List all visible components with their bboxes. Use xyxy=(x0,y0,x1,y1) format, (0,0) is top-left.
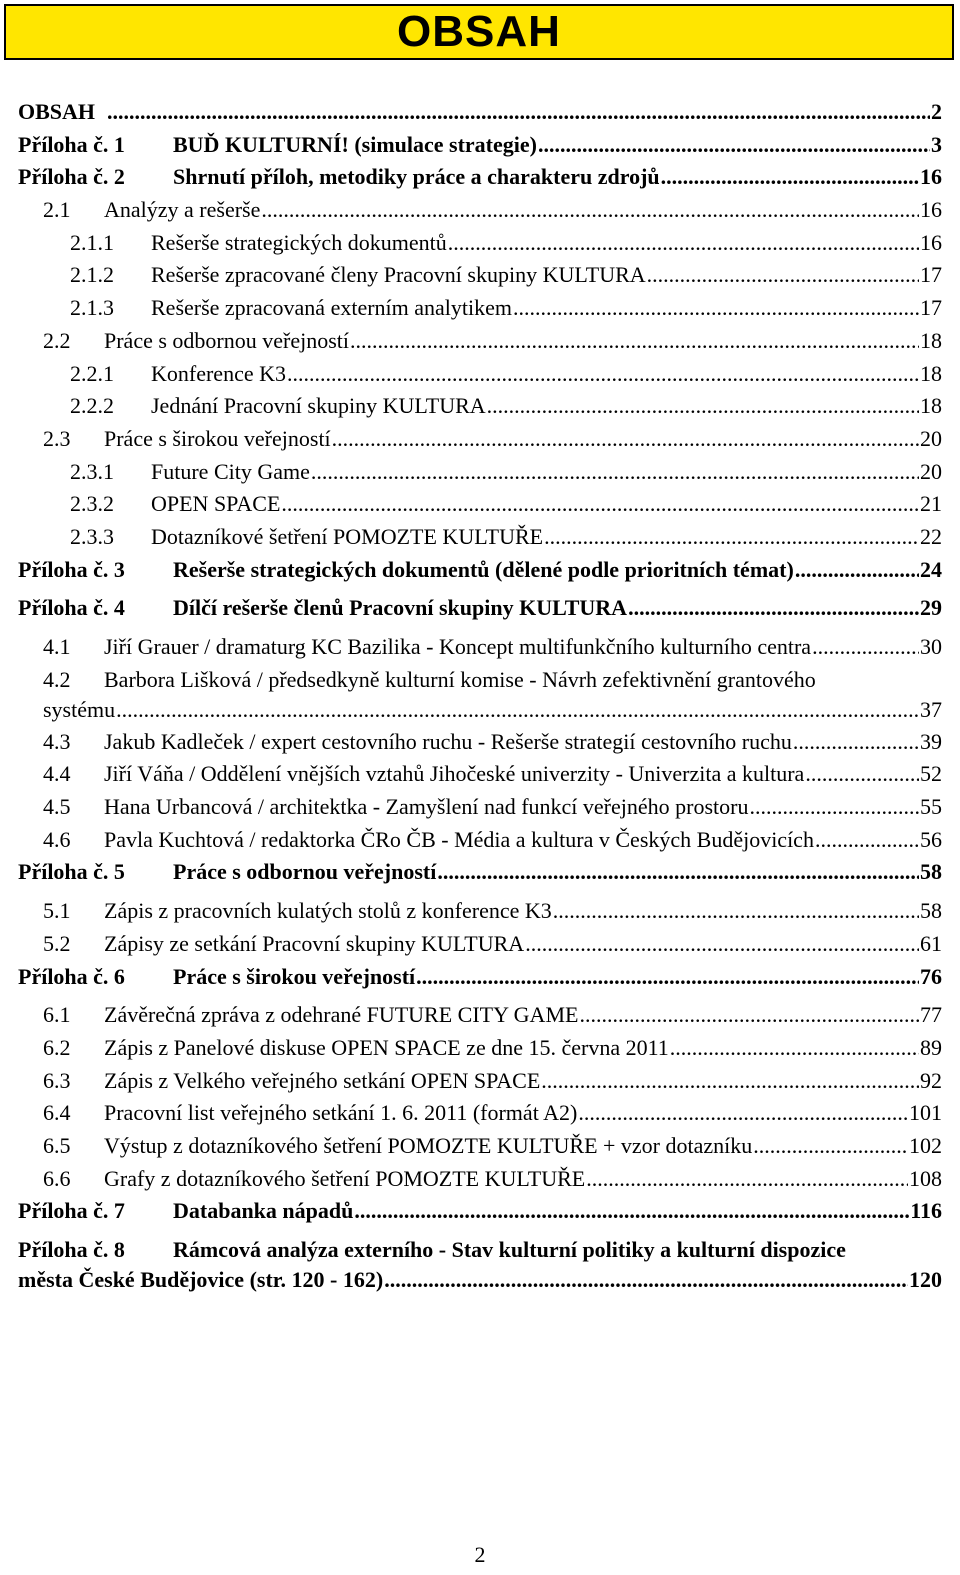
toc-entry-title: Future City Game xyxy=(151,458,310,484)
toc-entry-title: Pavla Kuchtová / redaktorka ČRo ČB - Média a kultura v Českých Budějovicích xyxy=(104,826,814,852)
dot-leader xyxy=(795,554,919,586)
toc-entry-title: Práce s širokou veřejností xyxy=(173,963,416,989)
toc-entry[interactable] xyxy=(18,1195,942,1228)
dot-leader xyxy=(812,631,919,663)
toc-entry-title: Jakub Kadleček / expert cestovního ruchu - Rešerše strategií cestovního ruchu xyxy=(104,728,792,754)
toc-entry-page: 18 xyxy=(920,327,942,353)
toc-entry-number: 6.1 xyxy=(43,1002,71,1028)
toc-entry-number: Příloha č. 2 xyxy=(18,164,125,190)
dot-leader xyxy=(544,521,919,553)
dot-leader xyxy=(628,592,919,624)
toc-entry-title: Závěrečná zpráva z odehrané FUTURE CITY GAME xyxy=(104,1002,579,1028)
toc-entry-number: 4.5 xyxy=(43,794,71,820)
dot-leader xyxy=(525,928,919,960)
toc-entry-title: Hana Urbancová / architektka - Zamyšlení nad funkcí veřejného prostoru xyxy=(104,794,749,820)
toc-entry[interactable] xyxy=(18,592,942,625)
dot-leader xyxy=(793,726,919,758)
dot-leader xyxy=(513,292,919,324)
toc-entry-number: 6.2 xyxy=(43,1034,71,1060)
toc-entry[interactable] xyxy=(18,423,942,456)
toc-entry-number: 4.6 xyxy=(43,826,71,852)
toc-entry[interactable] xyxy=(18,999,942,1032)
toc-entry[interactable] xyxy=(18,358,942,391)
toc-entry-title: OPEN SPACE xyxy=(151,491,281,517)
dot-leader xyxy=(107,96,930,128)
toc-entry[interactable] xyxy=(18,96,942,129)
toc-entry-number: 2.3.1 xyxy=(70,458,114,484)
toc-entry[interactable] xyxy=(18,390,942,423)
dot-leader xyxy=(354,1195,909,1227)
toc-entry-title: Analýzy a rešerše xyxy=(104,197,261,223)
toc-entry-number: 2.1.1 xyxy=(70,229,114,255)
toc-entry-page: 108 xyxy=(909,1165,942,1191)
toc-entry-title: BUĎ KULTURNÍ! (simulace strategie) xyxy=(173,131,537,157)
toc-entry[interactable] xyxy=(18,259,942,292)
dot-leader xyxy=(350,325,919,357)
toc-entry-title: Databanka nápadů xyxy=(173,1198,354,1224)
toc-entry-page: 101 xyxy=(909,1100,942,1126)
toc-entry[interactable] xyxy=(18,895,942,928)
toc-entry-page: 55 xyxy=(920,794,942,820)
toc-entry-page: 52 xyxy=(920,761,942,787)
toc-entry-number: 2.1.2 xyxy=(70,262,114,288)
toc-entry-page: 17 xyxy=(920,295,942,321)
dot-leader xyxy=(311,456,919,488)
toc-entry-title: Zápis z pracovních kulatých stolů z konference K3 xyxy=(104,898,552,924)
toc-entry-page: 37 xyxy=(920,696,942,722)
toc-entry-title: Práce s odbornou veřejností xyxy=(104,327,349,353)
dot-leader xyxy=(261,194,919,226)
toc-entry-page: 17 xyxy=(920,262,942,288)
toc-entry-number: 6.5 xyxy=(43,1132,71,1158)
toc-entry-title: Zápisy ze setkání Pracovní skupiny KULTURA xyxy=(104,930,525,956)
toc-entry-title: Zápis z Panelové diskuse OPEN SPACE ze dne 15. června 2011 xyxy=(104,1034,669,1060)
dot-leader xyxy=(287,358,919,390)
toc-entry-page: 24 xyxy=(920,556,942,582)
page-header xyxy=(4,4,954,60)
toc-entry-title: Dílčí rešerše členů Pracovní skupiny KULTURA xyxy=(173,595,628,621)
toc-entry-page: 18 xyxy=(920,360,942,386)
toc-entry-number: 6.3 xyxy=(43,1067,71,1093)
page-title: OBSAH xyxy=(397,7,561,56)
toc-entry[interactable] xyxy=(18,856,942,889)
toc-entry-page: 16 xyxy=(920,164,942,190)
toc-entry[interactable] xyxy=(18,194,942,227)
dot-leader xyxy=(116,694,919,726)
dot-leader xyxy=(753,1130,908,1162)
dot-leader xyxy=(578,1097,908,1129)
toc-entry-number: Příloha č. 4 xyxy=(18,595,125,621)
toc-entry-title: Pracovní list veřejného setkání 1. 6. 2011 (formát A2) xyxy=(104,1100,578,1126)
toc-entry-title: Rešerše strategických dokumentů (dělené podle prioritních témat) xyxy=(173,556,794,582)
toc-entry-page: 20 xyxy=(920,458,942,484)
dot-leader xyxy=(448,227,919,259)
toc-entry[interactable] xyxy=(18,791,942,824)
dot-leader xyxy=(541,1065,919,1097)
toc-entry-title: Práce s širokou veřejností xyxy=(104,425,331,451)
toc-entry-number: 2.2 xyxy=(43,327,71,353)
toc-entry-title: Rešerše zpracovaná externím analytikem xyxy=(151,295,513,321)
dot-leader xyxy=(553,895,919,927)
toc-entry-title: Rešerše strategických dokumentů xyxy=(151,229,447,255)
toc-entry-page: 92 xyxy=(920,1067,942,1093)
toc-entry-title: Výstup z dotazníkového šetření POMOZTE KULTUŘE + vzor dotazníku xyxy=(104,1132,753,1158)
toc-entry-title: Práce s odbornou veřejností xyxy=(173,859,437,885)
toc-entry-title: Rešerše zpracované členy Pracovní skupiny KULTURA xyxy=(151,262,646,288)
toc-entry[interactable] xyxy=(18,292,942,325)
toc-entry-page: 58 xyxy=(920,898,942,924)
toc-entry-page: 61 xyxy=(920,930,942,956)
toc-entry-number: Příloha č. 7 xyxy=(18,1198,125,1224)
toc-entry[interactable] xyxy=(18,521,942,554)
toc-entry[interactable] xyxy=(18,1163,942,1196)
toc-entry-number: 4.3 xyxy=(43,728,71,754)
toc-entry-page: 58 xyxy=(920,859,942,885)
dot-leader xyxy=(815,824,919,856)
toc-entry-page: 76 xyxy=(920,963,942,989)
toc-entry-page: 116 xyxy=(910,1198,942,1224)
toc-entry-title: Jiří Grauer / dramaturg KC Bazilika - Koncept multifunkčního kulturního centra xyxy=(104,634,812,659)
toc-entry[interactable] xyxy=(18,664,942,726)
dot-leader xyxy=(332,423,919,455)
table-of-contents xyxy=(18,96,942,1296)
page-number: 2 xyxy=(474,1542,486,1567)
toc-entry-page: 22 xyxy=(920,523,942,549)
toc-entry-page: 20 xyxy=(920,425,942,451)
toc-entry-page: 16 xyxy=(920,229,942,255)
toc-entry[interactable] xyxy=(18,758,942,791)
toc-entry-title: Jiří Váňa / Oddělení vnějších vztahů Jihočeské univerzity - Univerzita a kultura xyxy=(104,761,805,787)
toc-entry-page: 2 xyxy=(931,99,942,124)
toc-entry-title: Dotazníkové šetření POMOZTE KULTUŘE xyxy=(151,523,544,549)
toc-entry-page: 16 xyxy=(920,197,942,223)
toc-entry[interactable] xyxy=(18,456,942,489)
toc-entry-title: Rámcová analýza externího - Stav kulturní politiky a kulturní dispozice xyxy=(173,1237,846,1262)
dot-leader xyxy=(661,161,919,193)
toc-entry[interactable] xyxy=(18,961,942,994)
toc-entry[interactable] xyxy=(18,161,942,194)
toc-entry-page: 56 xyxy=(920,826,942,852)
toc-entry[interactable] xyxy=(18,129,942,162)
toc-entry[interactable] xyxy=(18,631,942,664)
toc-entry-number: 2.3.2 xyxy=(70,491,114,517)
dot-leader xyxy=(749,791,919,823)
toc-entry-title: Jednání Pracovní skupiny KULTURA xyxy=(151,393,486,419)
toc-entry-number: 2.2.1 xyxy=(70,360,114,386)
toc-entry-page: 77 xyxy=(920,1002,942,1028)
toc-entry-number: 4.2 xyxy=(43,666,71,692)
toc-entry-number: 2.3 xyxy=(43,425,71,451)
toc-entry-page: 102 xyxy=(909,1132,942,1158)
toc-entry-number: 2.1.3 xyxy=(70,295,114,321)
dot-leader xyxy=(416,961,919,993)
dot-leader xyxy=(805,758,919,790)
toc-entry[interactable] xyxy=(18,554,942,587)
dot-leader xyxy=(281,488,919,520)
toc-entry-number: Příloha č. 1 xyxy=(18,131,125,157)
toc-entry-title-continued: města České Budějovice (str. 120 - 162) xyxy=(18,1267,384,1292)
dot-leader xyxy=(647,259,919,291)
toc-entry-number: Příloha č. 5 xyxy=(18,859,125,885)
toc-entry-number: OBSAH xyxy=(18,99,96,124)
toc-entry[interactable] xyxy=(18,928,942,961)
toc-entry-title: Konference K3 xyxy=(151,360,286,386)
toc-entry-page: 120 xyxy=(909,1267,942,1292)
dot-leader xyxy=(384,1264,908,1296)
toc-entry-page: 3 xyxy=(931,131,942,157)
toc-entry-number: Příloha č. 6 xyxy=(18,963,125,989)
toc-entry-number: 4.1 xyxy=(43,634,71,659)
toc-entry[interactable] xyxy=(18,1234,942,1296)
toc-entry-title: Barbora Lišková / předsedkyně kulturní komise - Návrh zefektivnění grantového xyxy=(104,666,816,692)
toc-entry-number: 5.1 xyxy=(43,898,71,924)
toc-entry-number: 2.2.2 xyxy=(70,393,114,419)
toc-entry-number: 5.2 xyxy=(43,930,71,956)
toc-entry-number: 2.3.3 xyxy=(70,523,114,549)
toc-entry-number: 6.4 xyxy=(43,1100,71,1126)
toc-entry-title: Zápis z Velkého veřejného setkání OPEN SPACE xyxy=(104,1067,541,1093)
dot-leader xyxy=(670,1032,919,1064)
toc-entry-page: 29 xyxy=(920,595,942,621)
toc-entry[interactable] xyxy=(18,1097,942,1130)
toc-entry-number: 2.1 xyxy=(43,197,71,223)
toc-entry-page: 18 xyxy=(920,393,942,419)
toc-entry-page: 30 xyxy=(920,634,942,659)
toc-entry[interactable] xyxy=(18,1032,942,1065)
toc-entry[interactable] xyxy=(18,488,942,521)
toc-entry[interactable] xyxy=(18,1130,942,1163)
toc-entry[interactable] xyxy=(18,1065,942,1098)
toc-entry-page: 21 xyxy=(920,491,942,517)
toc-entry-number: Příloha č. 8 xyxy=(18,1237,125,1262)
dot-leader xyxy=(586,1163,908,1195)
dot-leader xyxy=(579,999,919,1031)
toc-entry-number: Příloha č. 3 xyxy=(18,556,125,582)
toc-entry[interactable] xyxy=(18,824,942,857)
toc-entry-page: 89 xyxy=(920,1034,942,1060)
toc-entry[interactable] xyxy=(18,227,942,260)
toc-entry-page: 39 xyxy=(920,728,942,754)
dot-leader xyxy=(487,390,919,422)
dot-leader xyxy=(538,129,930,161)
toc-entry-number: 6.6 xyxy=(43,1165,71,1191)
toc-entry-title: Shrnutí příloh, metodiky práce a charakteru zdrojů xyxy=(173,164,660,190)
dot-leader xyxy=(437,856,919,888)
toc-entry-title-continued: systému xyxy=(43,696,116,722)
toc-entry[interactable] xyxy=(18,726,942,759)
toc-entry[interactable] xyxy=(18,325,942,358)
toc-entry-number: 4.4 xyxy=(43,761,71,787)
toc-entry-title: Grafy z dotazníkového šetření POMOZTE KULTUŘE xyxy=(104,1165,586,1191)
